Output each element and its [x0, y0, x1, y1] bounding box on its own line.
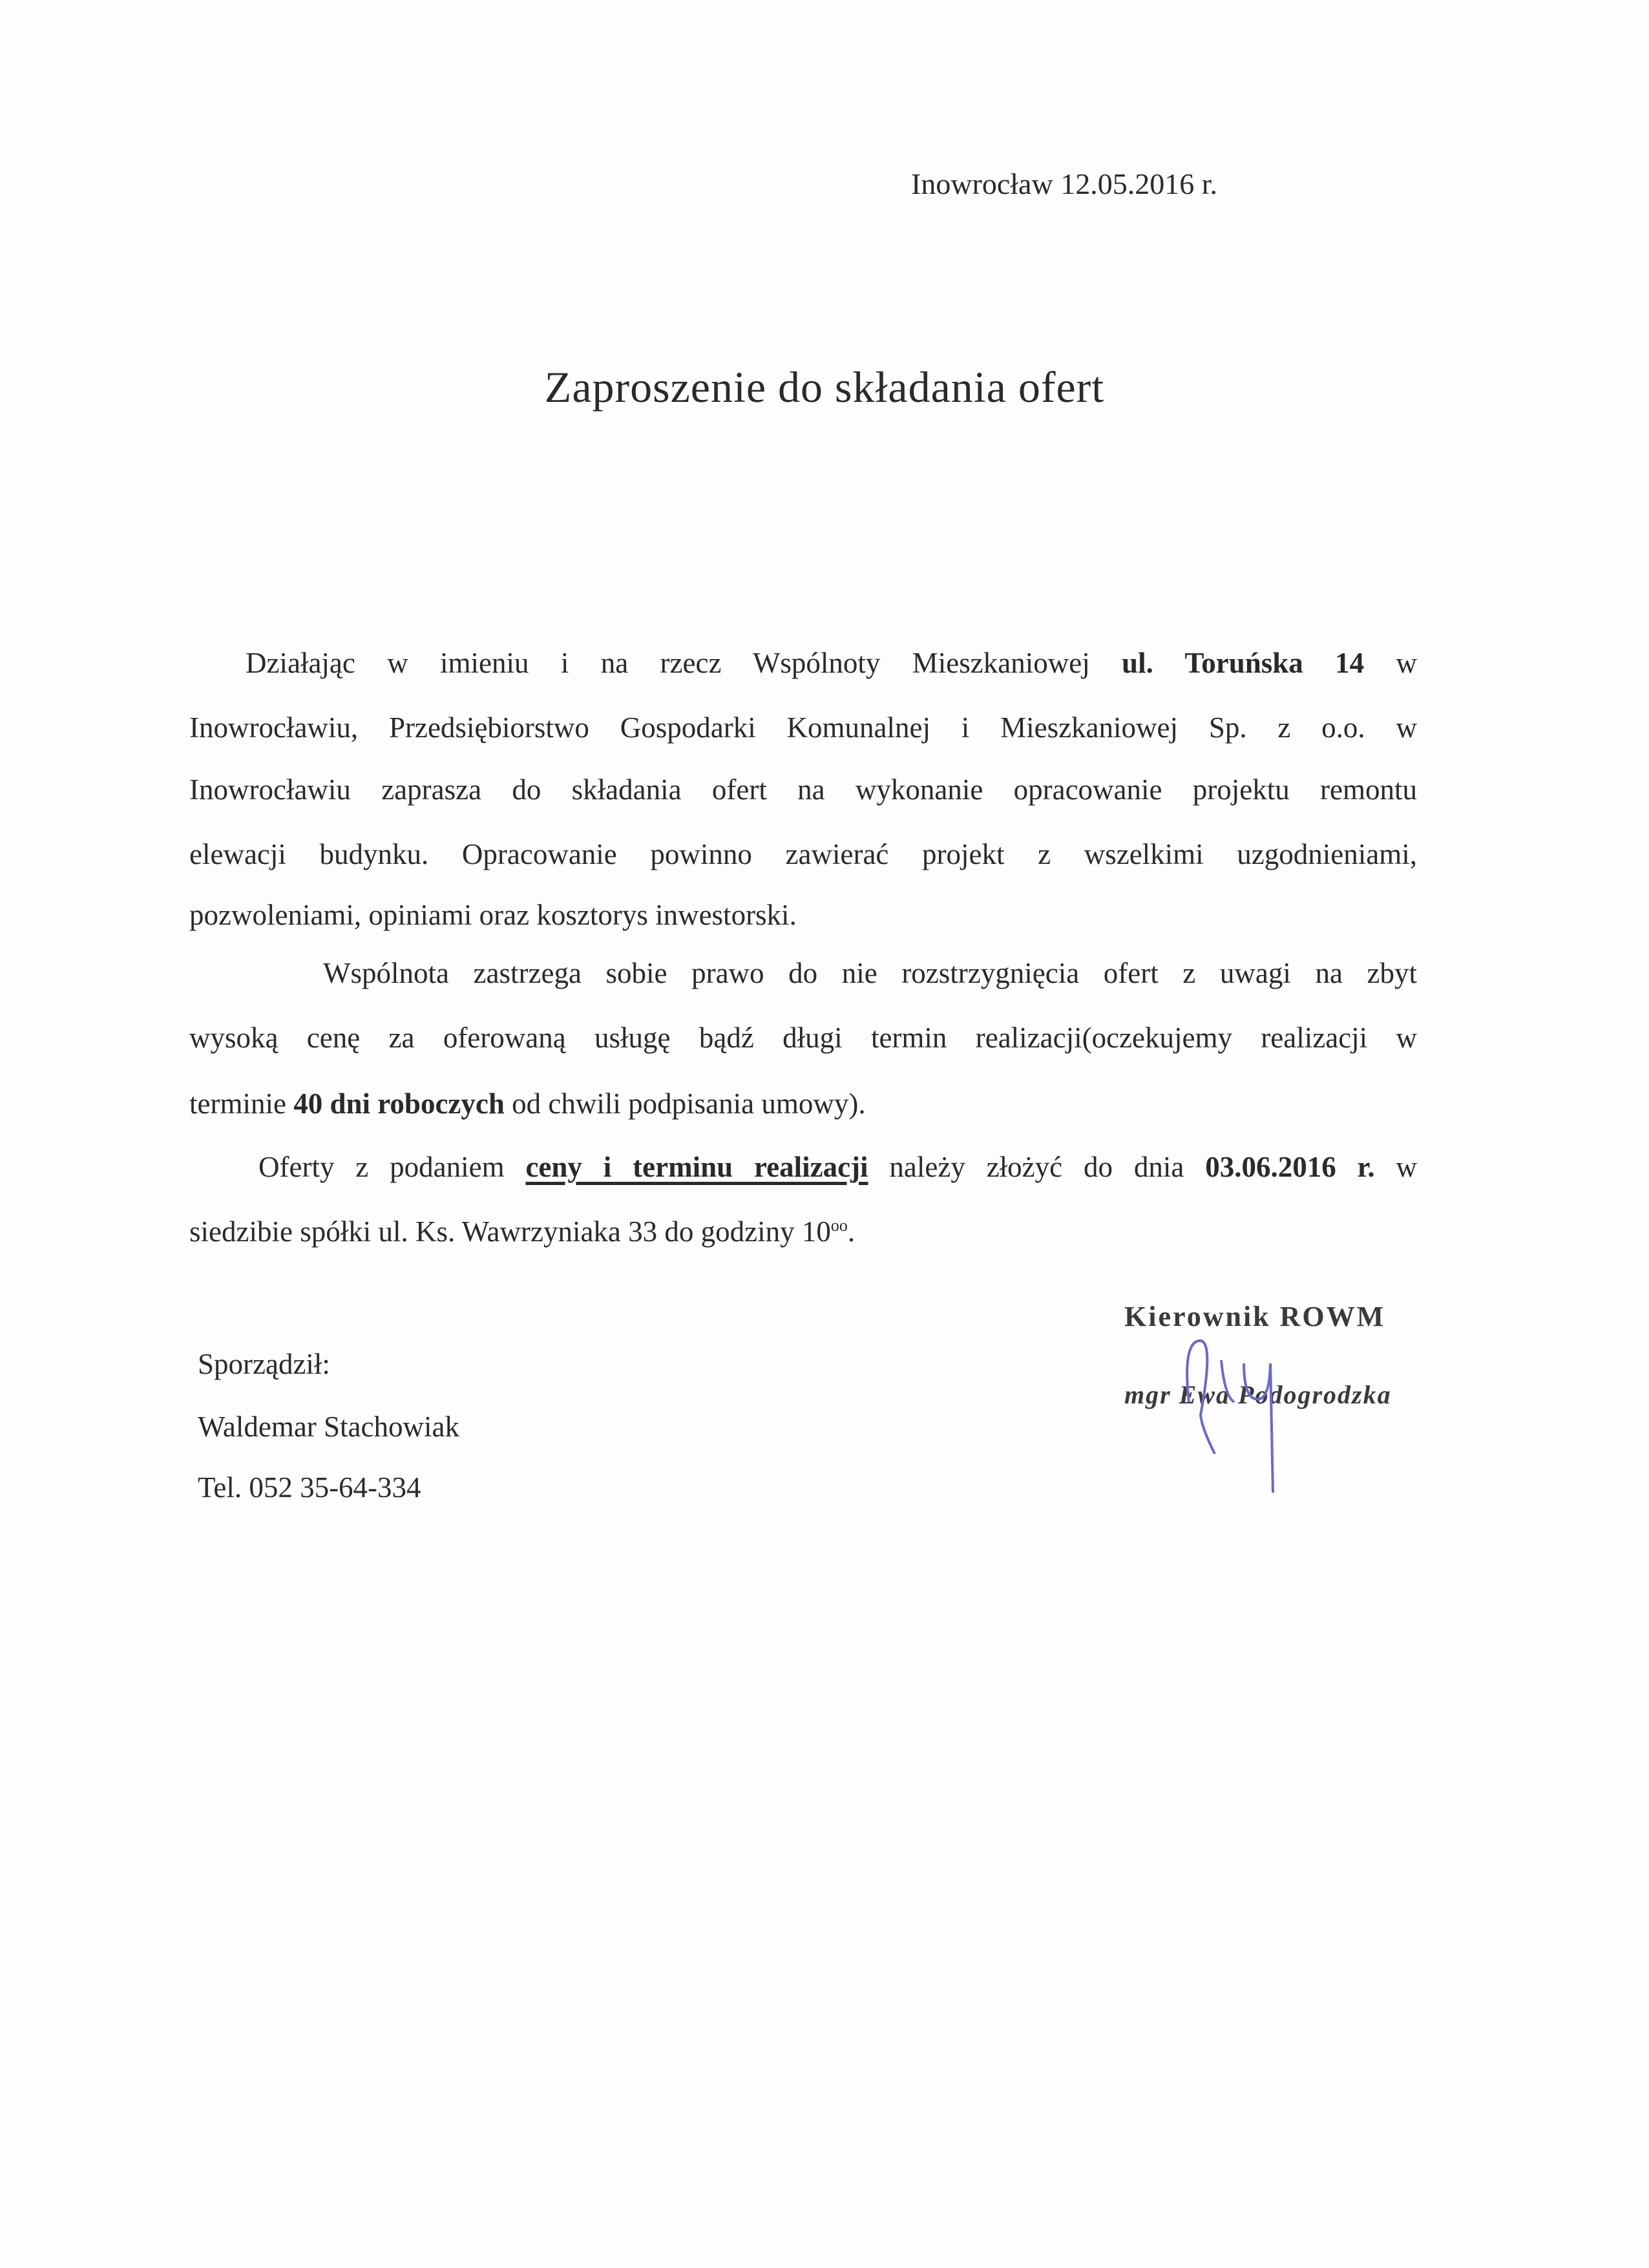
underlined-bold-text: ceny i terminu realizacji: [525, 1151, 868, 1183]
preparer-name: Waldemar Stachowiak: [198, 1411, 459, 1443]
text-line: wysoką cenę za oferowaną usługę bądź długi termin realizacji(oczekujemy realizacji w: [189, 1022, 1417, 1054]
deadline-bold: 40 dni roboczych: [293, 1087, 505, 1120]
superscript: oo: [830, 1216, 848, 1235]
text-line: Wspólnota zastrzega sobie prawo do nie rozstrzygnięcia ofert z uwagi na zbyt: [323, 957, 1417, 989]
text-line: Inowrocławiu, Przedsiębiorstwo Gospodarki Komunalnej i Mieszkaniowej Sp. z o.o. w: [189, 711, 1417, 744]
document-title: Zaproszenie do składania ofert: [544, 362, 1105, 412]
handwritten-signature: [1163, 1318, 1318, 1499]
text-line: [246, 646, 1417, 680]
text: .: [847, 1215, 856, 1248]
document-date: Inowrocław 12.05.2016 r.: [911, 167, 1217, 200]
text: siedzibie spółki ul. Ks. Wawrzyniaka 33 do godziny 10: [189, 1215, 831, 1248]
text-line: [189, 1215, 1417, 1248]
text: terminie: [189, 1087, 294, 1120]
preparer-phone: Tel. 052 35-64-334: [198, 1471, 421, 1504]
text: Oferty z podaniem: [258, 1151, 526, 1183]
text-line: [258, 1150, 1417, 1184]
text: w: [1374, 1151, 1417, 1183]
prepared-by-label: Sporządził:: [198, 1348, 330, 1380]
stamp-title: Kierownik ROWM: [1124, 1301, 1386, 1332]
text-line: Inowrocławiu zaprasza do składania ofert na wykonanie opracowanie projektu remontu: [189, 773, 1417, 806]
date-bold: 03.06.2016 r.: [1205, 1151, 1375, 1183]
text: należy złożyć do dnia: [868, 1151, 1206, 1183]
text: Działając w imieniu i na rzecz Wspólnoty Mieszkaniowej: [246, 647, 1122, 679]
text-line: elewacji budynku. Opracowanie powinno zawierać projekt z wszelkimi uzgodnieniami,: [189, 838, 1417, 870]
text-line: [189, 1087, 1417, 1120]
text-line: pozwoleniami, opiniami oraz kosztorys inwestorski.: [189, 899, 797, 931]
stamp-name: mgr Ewa Podogrodzka: [1124, 1380, 1392, 1409]
address-bold: ul. Toruńska 14: [1122, 647, 1365, 679]
text: od chwili podpisania umowy).: [504, 1087, 866, 1120]
text: w: [1364, 647, 1417, 679]
